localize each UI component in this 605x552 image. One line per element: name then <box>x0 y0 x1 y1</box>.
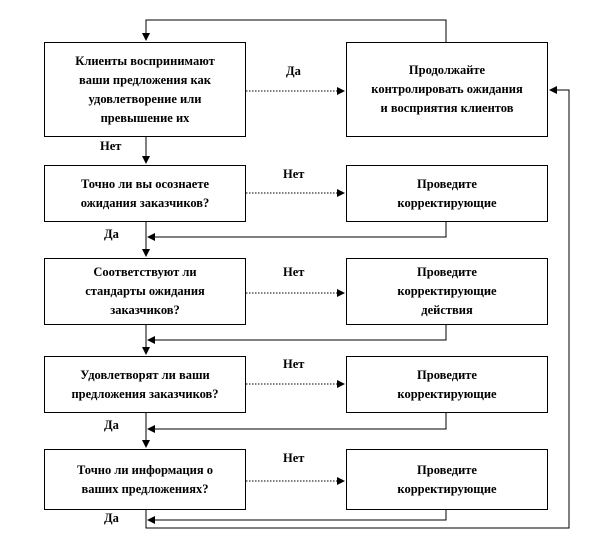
label-yes-2: Да <box>104 227 119 241</box>
return-r5 <box>148 510 446 520</box>
label-no-3: Нет <box>283 265 305 279</box>
question-box-1: Клиенты воспринимают ваши предложения как удовлетворение или превышение их <box>44 42 246 137</box>
action-box-5: Проведите корректирующие <box>346 449 548 510</box>
label-no-1: Нет <box>100 139 122 153</box>
question-box-3: Соответствуют ли стандарты ожидания заказчиков? <box>44 258 246 325</box>
label-no-5: Нет <box>283 451 305 465</box>
label-no-2: Нет <box>283 167 305 181</box>
label-yes-1: Да <box>286 64 301 78</box>
label-yes-5: Да <box>104 511 119 525</box>
question-box-4: Удовлетворят ли ваши предложения заказчиков? <box>44 356 246 413</box>
action-box-1: Продолжайте контролировать ожидания и восприятия клиентов <box>346 42 548 137</box>
action-box-2: Проведите корректирующие <box>346 165 548 222</box>
loop-r1-to-q1 <box>146 20 446 42</box>
question-box-2: Точно ли вы осознаете ожидания заказчиков? <box>44 165 246 222</box>
return-r2 <box>148 222 446 237</box>
question-box-5: Точно ли информация о ваших предложениях? <box>44 449 246 510</box>
label-yes-4: Да <box>104 418 119 432</box>
label-no-4: Нет <box>283 357 305 371</box>
action-box-4: Проведите корректирующие <box>346 356 548 413</box>
return-r4 <box>148 413 446 429</box>
return-r3 <box>148 325 446 340</box>
action-box-3: Проведите корректирующие действия <box>346 258 548 325</box>
